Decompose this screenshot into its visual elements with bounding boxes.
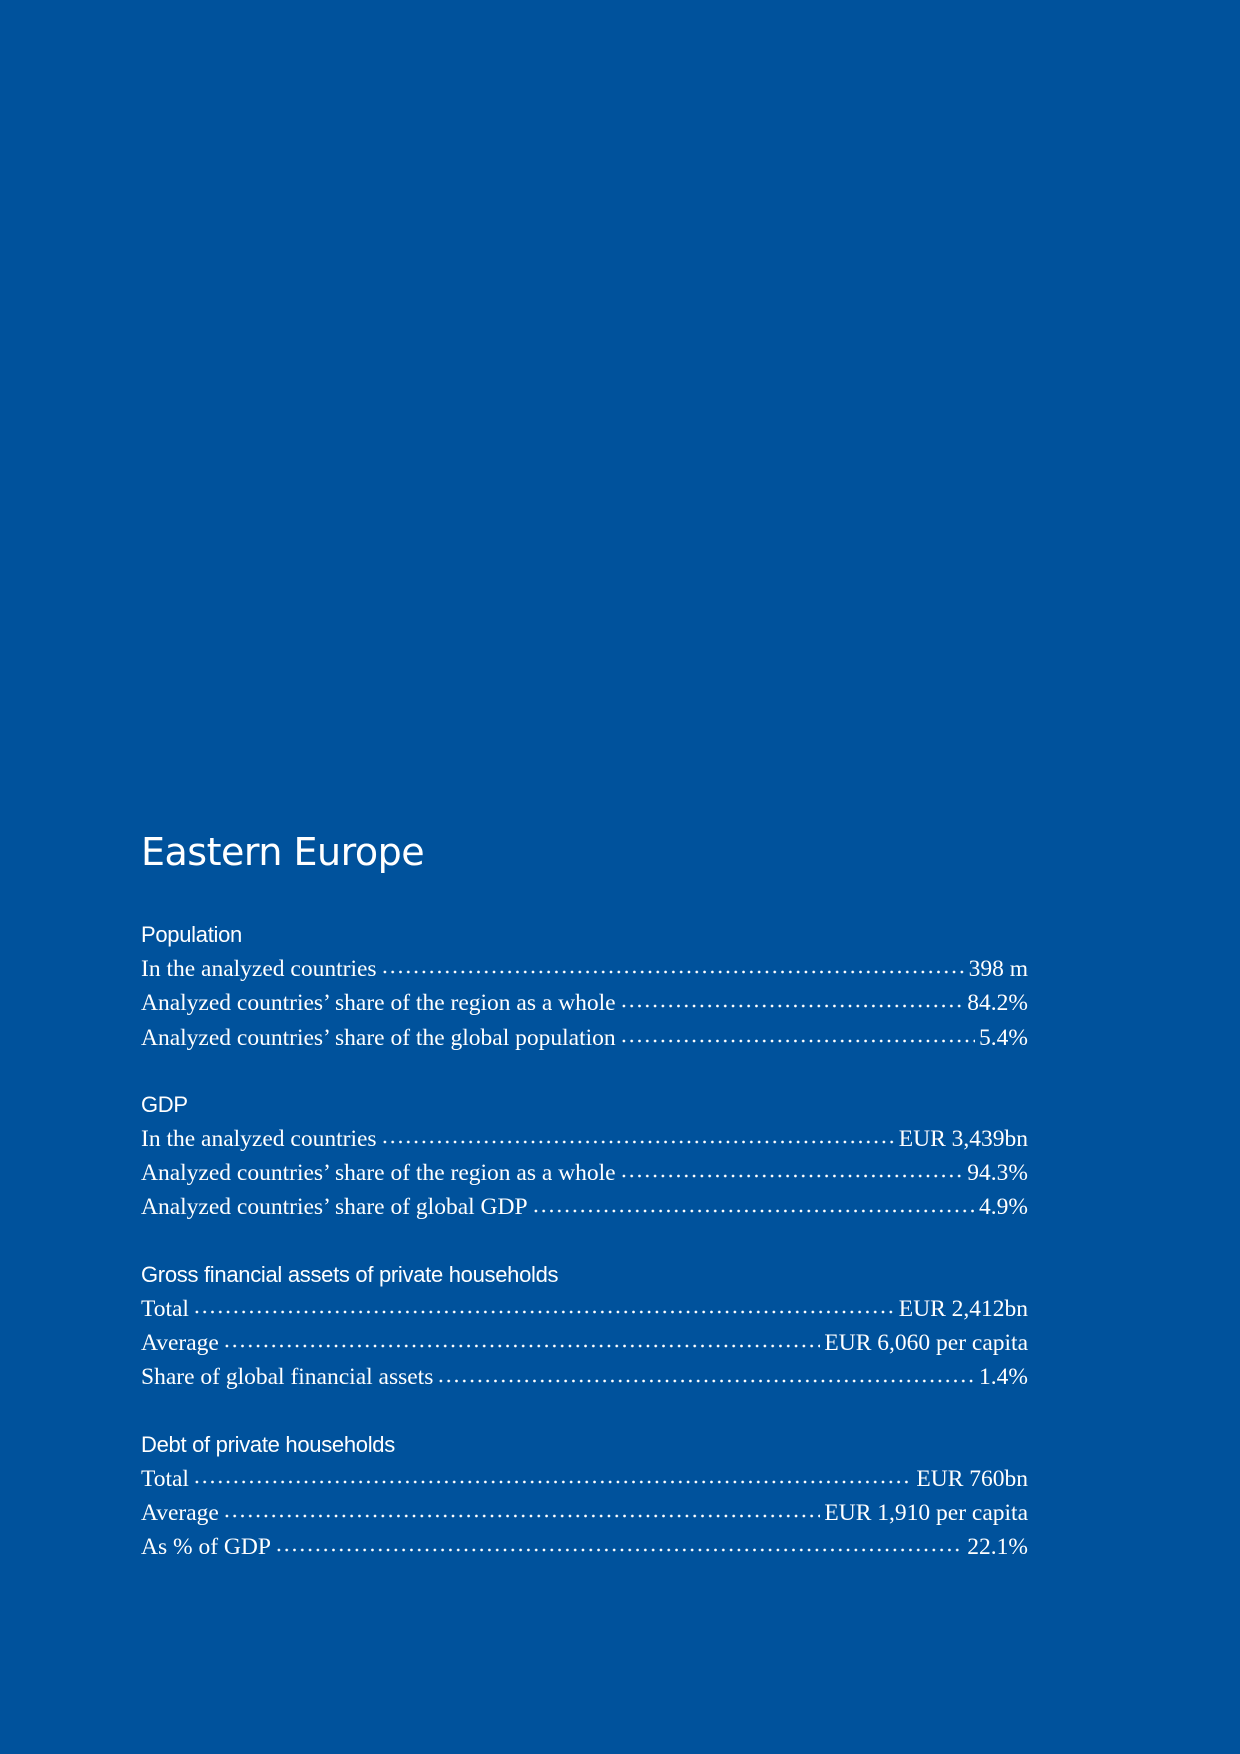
fact-label: Average (141, 1330, 219, 1357)
fact-value: EUR 6,060 per capita (824, 1330, 1028, 1357)
dot-leader (381, 1139, 895, 1145)
section-heading: Debt of private households (141, 1431, 395, 1457)
fact-row (141, 1021, 1028, 1055)
fact-row (141, 1122, 1028, 1156)
population-section (141, 918, 1028, 1055)
dot-leader (532, 1208, 976, 1214)
fact-row (141, 1292, 1028, 1326)
fact-value: 94.3% (967, 1160, 1028, 1187)
region-title: Eastern Europe (141, 830, 425, 874)
fact-row (141, 1156, 1028, 1190)
fact-label: Total (141, 1295, 189, 1322)
fact-row (141, 1190, 1028, 1224)
fact-label: Analyzed countries’ share of global GDP (141, 1194, 528, 1221)
fact-label: As % of GDP (141, 1534, 271, 1561)
fact-value: 5.4% (979, 1024, 1028, 1051)
fact-row (141, 986, 1028, 1020)
fact-row (141, 1326, 1028, 1360)
dot-leader (620, 1003, 964, 1009)
fact-value: EUR 1,910 per capita (824, 1499, 1028, 1526)
fact-label: Share of global financial assets (141, 1364, 434, 1391)
fact-value: 1.4% (979, 1364, 1028, 1391)
financial-assets-section (141, 1258, 1028, 1395)
fact-row (141, 1530, 1028, 1564)
dot-leader (437, 1378, 975, 1384)
gdp-section (141, 1088, 1028, 1225)
dot-leader (275, 1547, 963, 1553)
fact-label: In the analyzed countries (141, 956, 377, 982)
section-heading: Gross financial assets of private households (141, 1261, 559, 1287)
fact-label: Analyzed countries’ share of the region as a whole (141, 990, 616, 1017)
dot-leader (620, 1038, 975, 1044)
debt-section (141, 1428, 1028, 1565)
fact-row (141, 1496, 1028, 1530)
fact-label: Total (141, 1465, 189, 1492)
fact-value: EUR 760bn (916, 1465, 1028, 1492)
dot-leader (381, 969, 965, 975)
section-heading: GDP (141, 1091, 188, 1117)
fact-row (141, 952, 1028, 986)
fact-label: Analyzed countries’ share of the global population (141, 1024, 616, 1051)
region-fact-sheet (141, 828, 1028, 1598)
fact-label: Average (141, 1499, 219, 1526)
fact-value: 398 m (968, 956, 1028, 982)
dot-leader (223, 1513, 821, 1519)
dot-leader (620, 1173, 964, 1179)
fact-value: EUR 2,412bn (898, 1295, 1028, 1322)
fact-value: EUR 3,439bn (898, 1125, 1028, 1152)
fact-value: 22.1% (967, 1534, 1028, 1561)
dot-leader (223, 1343, 821, 1349)
section-heading: Population (141, 922, 242, 947)
fact-label: Analyzed countries’ share of the region as a whole (141, 1160, 616, 1187)
fact-row (141, 1360, 1028, 1394)
dot-leader (193, 1309, 895, 1315)
fact-value: 4.9% (979, 1194, 1028, 1221)
fact-row (141, 1462, 1028, 1496)
fact-value: 84.2% (967, 990, 1028, 1017)
dot-leader (193, 1479, 912, 1485)
fact-label: In the analyzed countries (141, 1125, 377, 1152)
